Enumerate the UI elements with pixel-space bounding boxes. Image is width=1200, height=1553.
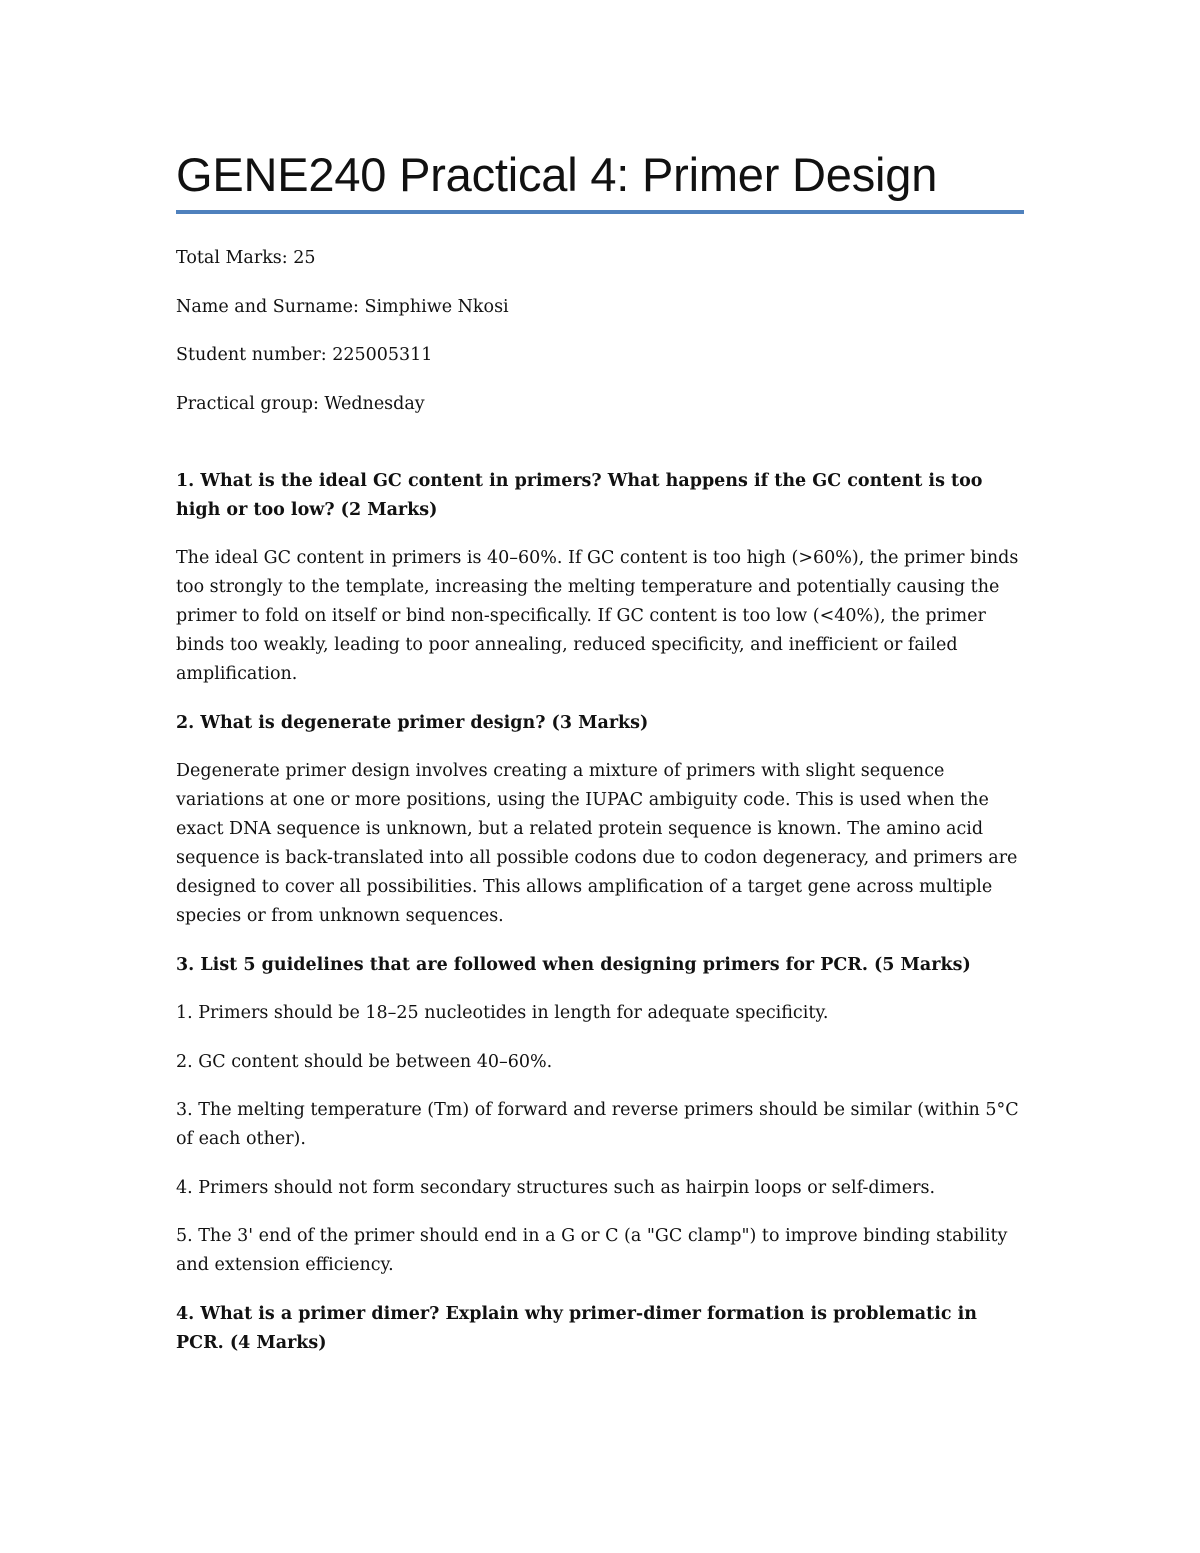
practical-group: Practical group: Wednesday <box>176 393 425 414</box>
answer-1: The ideal GC content in primers is 40–60%. If GC content is too high (>60%), the primer binds too strongly to the template, increasing the melting temperature and potentially causing the primer to fold on itself or bind non-specifically. If GC content is too low (<40%), the primer binds too weakly, leading to poor annealing, reduced specificity, and inefficient or failed amplification. <box>176 548 1019 684</box>
guideline-item-4: 4. Primers should not form secondary structures such as hairpin loops or self-dimers. <box>176 1177 936 1198</box>
guideline-item-1: 1. Primers should be 18–25 nucleotides in length for adequate specificity. <box>176 1003 829 1023</box>
total-marks: Total Marks: 25 <box>176 248 316 268</box>
answer-2: Degenerate primer design involves creating a mixture of primers with slight sequence variations at one or more positions, using the IUPAC ambiguity code. This is used when the exact DNA sequence is unknown, but a related protein sequence is known. The amino acid sequence is back-translated into all possible codons due to codon degeneracy, and primers are designed to cover all possibilities. This allows amplification of a target gene across multiple species or from unknown sequences. <box>176 761 1018 926</box>
document-page <box>176 146 1026 1377</box>
guideline-item-5: 5. The 3' end of the primer should end in a G or C (a "GC clamp") to improve binding stability and extension efficiency. <box>176 1226 1008 1275</box>
title-underline <box>176 210 1024 214</box>
question-3: 3. List 5 guidelines that are followed when designing primers for PCR. (5 Marks) <box>176 954 971 975</box>
question-2: 2. What is degenerate primer design? (3 Marks) <box>176 712 649 733</box>
question-1: 1. What is the ideal GC content in primers? What happens if the GC content is too high or too low? (2 Marks) <box>176 470 983 520</box>
document-title: GENE240 Practical 4: Primer Design <box>176 148 938 201</box>
guideline-item-2: 2. GC content should be between 40–60%. <box>176 1051 553 1072</box>
guideline-item-3: 3. The melting temperature (Tm) of forward and reverse primers should be similar (within 5°C of each other). <box>176 1100 1019 1149</box>
student-number: Student number: 225005311 <box>176 345 433 365</box>
student-name: Name and Surname: Simphiwe Nkosi <box>176 296 509 317</box>
question-4: 4. What is a primer dimer? Explain why primer-dimer formation is problematic in PCR. (4 Marks) <box>176 1303 977 1353</box>
